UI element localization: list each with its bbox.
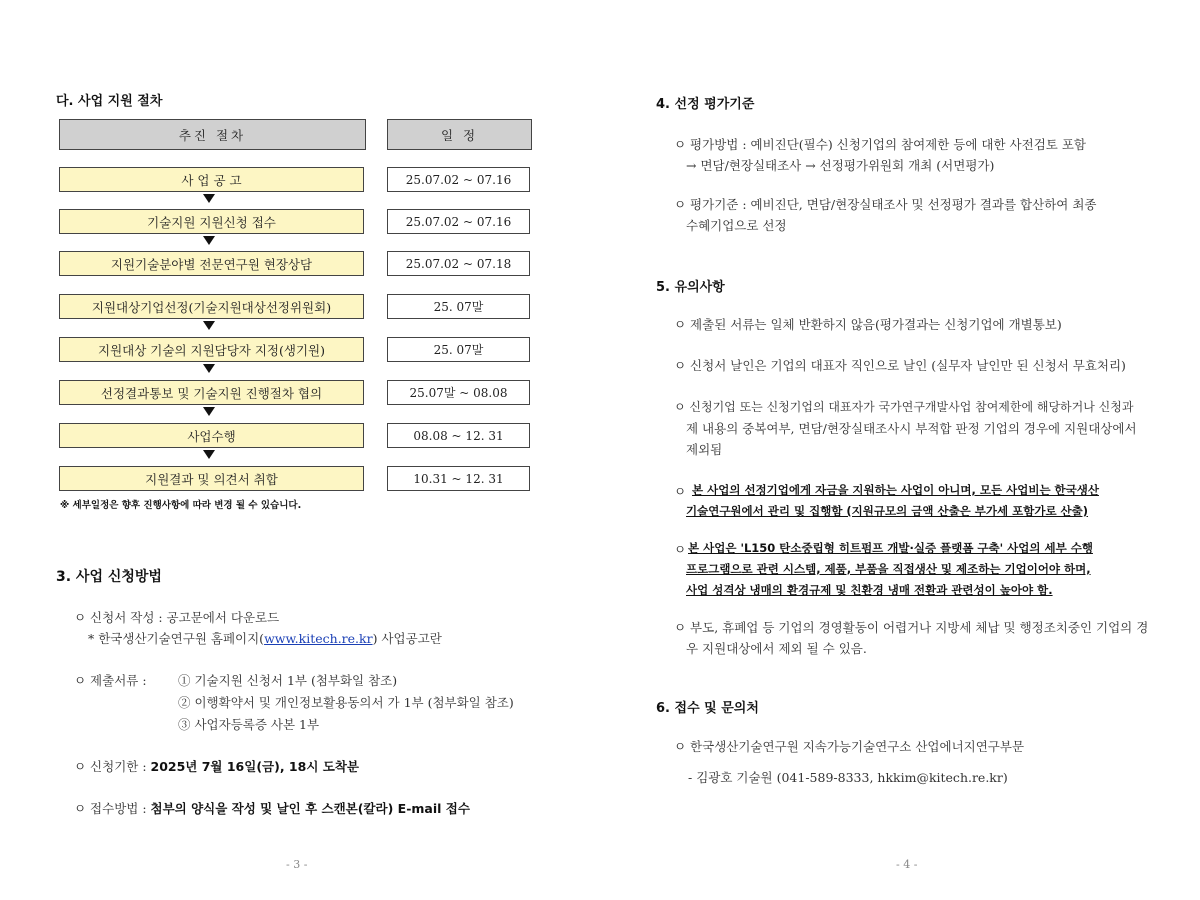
step-date: 25. 07말 bbox=[387, 337, 530, 362]
step-execution: 사업수행 bbox=[59, 423, 364, 448]
step-date: 08.08 ~ 12. 31 bbox=[387, 423, 530, 448]
method-label: ㅇ 접수방법 : bbox=[74, 801, 151, 816]
doc-item: ③ 사업자등록증 사본 1부 bbox=[178, 717, 320, 732]
down-arrow-icon bbox=[203, 450, 215, 459]
notice-item: ㅇ 신청기업 또는 신청기업의 대표자가 국가연구개발사업 참여제한에 해당하거나 신청과 bbox=[674, 400, 1134, 414]
apply-form-sub-suffix: ) 사업공고란 bbox=[372, 631, 442, 646]
section-da-heading: 다. 사업 지원 절차 bbox=[56, 94, 163, 109]
doc-item: ② 이행확약서 및 개인정보활용동의서 가 1부 (첨부화일 참조) bbox=[178, 695, 514, 710]
notice-bullet: ㅇ bbox=[674, 542, 687, 557]
notice-funding: 기술연구원에서 관리 및 집행함 (지원규모의 금액 산출은 부가세 포함가로 산출) bbox=[686, 504, 1089, 518]
step-announcement: 사 업 공 고 bbox=[59, 167, 364, 192]
step-date: 10.31 ~ 12. 31 bbox=[387, 466, 530, 491]
step-date: 25.07.02 ~ 07.16 bbox=[387, 167, 530, 192]
section-3-heading: 3. 사업 신청방법 bbox=[56, 569, 162, 585]
section-6-heading: 6. 접수 및 문의처 bbox=[656, 701, 759, 716]
step-date: 25. 07말 bbox=[387, 294, 530, 319]
down-arrow-icon bbox=[203, 194, 215, 203]
kitech-link[interactable]: www.kitech.re.kr bbox=[264, 631, 373, 646]
page-number: - 4 - bbox=[896, 858, 918, 871]
down-arrow-icon bbox=[203, 321, 215, 330]
step-notification: 선정결과통보 및 기술지원 진행절차 협의 bbox=[59, 380, 364, 405]
apply-form-line: ㅇ 신청서 작성 : 공고문에서 다운로드 bbox=[74, 610, 280, 625]
apply-form-sub bbox=[88, 629, 442, 647]
doc-item: ① 기술지원 신청서 1부 (첨부화일 참조) bbox=[178, 673, 398, 688]
notice-funding: 본 사업의 선정기업에게 자금을 지원하는 사업이 아니며, 모든 사업비는 한국생산 bbox=[692, 483, 1099, 497]
contact-org: ㅇ 한국생산기술연구원 지속가능기술연구소 산업에너지연구부문 bbox=[674, 739, 1025, 754]
header-schedule: 일 정 bbox=[387, 119, 532, 150]
notice-item: ㅇ 신청서 날인은 기업의 대표자 직인으로 날인 (실무자 날인만 된 신청서 무효처리) bbox=[674, 358, 1126, 373]
deadline-label: ㅇ 신청기한 : bbox=[74, 759, 151, 774]
notice-program: 프로그램으로 관련 시스템, 제품, 부품을 직접생산 및 제조하는 기업이어야 하며, bbox=[686, 562, 1091, 576]
header-process: 추진 절차 bbox=[59, 119, 366, 150]
eval-criteria-line: ㅇ 평가기준 : 예비진단, 면담/현장실태조사 및 선정평가 결과를 합산하여 최종 bbox=[674, 197, 1097, 212]
docs-label: ㅇ 제출서류 : bbox=[74, 673, 147, 688]
deadline-line bbox=[74, 757, 359, 775]
down-arrow-icon bbox=[203, 364, 215, 373]
notice-item: ㅇ 부도, 휴폐업 등 기업의 경영활동이 어렵거나 지방세 체납 및 행정조치중인 기업의 경 bbox=[674, 620, 1149, 635]
deadline-value: 2025년 7월 16일(금), 18시 도착분 bbox=[150, 759, 359, 774]
notice-item: 제 내용의 중복여부, 면담/현장실태조사시 부적합 판정 기업의 경우에 지원대상에서 bbox=[686, 421, 1137, 436]
notice-program: 사업 성격상 냉매의 환경규제 및 친환경 냉매 전환과 관련성이 높아야 함. bbox=[686, 583, 1053, 597]
step-date: 25.07.02 ~ 07.16 bbox=[387, 209, 530, 234]
page-number: - 3 - bbox=[286, 858, 308, 871]
notice-program: 본 사업은 'L150 탄소중립형 히트펌프 개발·실증 플랫폼 구축' 사업의 세부 수행 bbox=[688, 541, 1093, 555]
contact-person: - 김광호 기술원 (041-589-8333, hkkim@kitech.re.kr) bbox=[688, 770, 1008, 785]
apply-form-sub-prefix: * 한국생산기술연구원 홈페이지( bbox=[88, 631, 265, 646]
down-arrow-icon bbox=[203, 236, 215, 245]
down-arrow-icon bbox=[203, 407, 215, 416]
page-4 bbox=[600, 0, 1200, 900]
eval-criteria-line: 수혜기업으로 선정 bbox=[686, 218, 787, 233]
notice-bullet: ㅇ bbox=[674, 484, 687, 499]
step-date: 25.07.02 ~ 07.18 bbox=[387, 251, 530, 276]
notice-item: ㅇ 제출된 서류는 일체 반환하지 않음(평가결과는 신청기업에 개별통보) bbox=[674, 317, 1062, 332]
step-selection: 지원대상기업선정(기술지원대상선정위원회) bbox=[59, 294, 364, 319]
step-date: 25.07말 ~ 08.08 bbox=[387, 380, 530, 405]
notice-item: 제외됨 bbox=[686, 442, 723, 457]
section-4-heading: 4. 선정 평가기준 bbox=[656, 97, 755, 112]
section-5-heading: 5. 유의사항 bbox=[656, 280, 725, 295]
schedule-note: ※ 세부일정은 향후 진행사항에 따라 변경 될 수 있습니다. bbox=[60, 500, 302, 511]
step-consultation: 지원기술분야별 전문연구원 현장상담 bbox=[59, 251, 364, 276]
eval-method-line: ㅇ 평가방법 : 예비진단(필수) 신청기업의 참여제한 등에 대한 사전검토 포함 bbox=[674, 137, 1086, 152]
step-assign: 지원대상 기술의 지원담당자 지정(생기원) bbox=[59, 337, 364, 362]
method-value: 첨부의 양식을 작성 및 날인 후 스캔본(칼라) E-mail 접수 bbox=[150, 801, 470, 816]
notice-item: 우 지원대상에서 제외 될 수 있음. bbox=[686, 641, 867, 656]
step-application: 기술지원 지원신청 접수 bbox=[59, 209, 364, 234]
eval-method-line: → 면담/현장실태조사 → 선정평가위원회 개최 (서면평가) bbox=[686, 158, 995, 173]
method-line bbox=[74, 799, 470, 817]
step-results: 지원결과 및 의견서 취합 bbox=[59, 466, 364, 491]
